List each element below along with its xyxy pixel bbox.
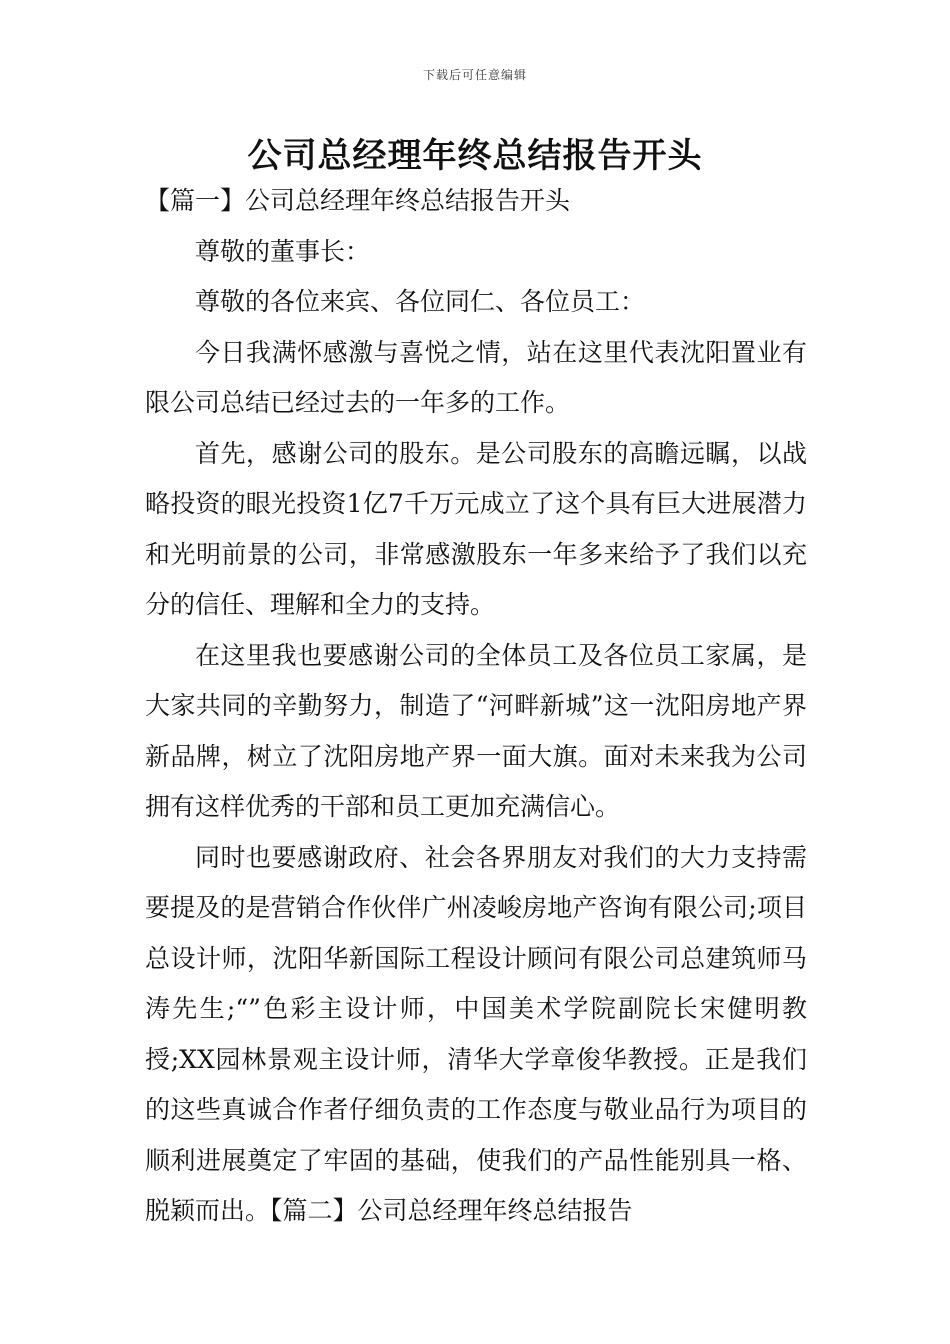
document-body (145, 176, 807, 1237)
salutation-chairman: 尊敬的董事长： (195, 236, 371, 266)
paragraph-partners: 同时也要感谢政府、社会各界朋友对我们的大力支持需要提及的是营销合作伙伴广州凌峻房地产咨询有限公司;项目总设计师，沈阳华新国际工程设计顾问有限公司总建筑师马涛先生;“”色彩主设计师，中国美术学院副院长宋健明教授;XX园林景观主设计师，清华大学章俊华教授。正是我们的这些真诚合作者仔细负责的工作态度与敬业品行为项目的顺利进展奠定了牢固的基础，使我们的产品性能别具一格、脱颖而出。【篇二】公司总经理年终总结报告 (145, 842, 807, 1225)
section-heading: 【篇一】公司总经理年终总结报告开头 (145, 186, 571, 215)
paragraph-intro: 今日我满怀感激与喜悦之情，站在这里代表沈阳置业有限公司总结已经过去的一年多的工作。 (145, 337, 807, 417)
document-title: 公司总经理年终总结报告开头 (247, 136, 703, 176)
page-header-note: 下载后可任意编辑 (422, 68, 527, 82)
salutation-guests: 尊敬的各位来宾、各位同仁、各位员工： (195, 287, 646, 316)
paragraph-shareholders: 首先，感谢公司的股东。是公司股东的高瞻远瞩，以战略投资的眼光投资1亿7千万元成立了这个具有巨大进展潜力和光明前景的公司，非常感激股东一年多来给予了我们以充分的信任、理解和全力的支持。 (145, 438, 807, 619)
paragraph-employees: 在这里我也要感谢公司的全体员工及各位员工家属，是大家共同的辛勤努力，制造了“河畔新城”这一沈阳房地产界新品牌，树立了沈阳房地产界一面大旗。面对未来我为公司拥有这样优秀的干部和员工更加充满信心。 (145, 640, 807, 821)
